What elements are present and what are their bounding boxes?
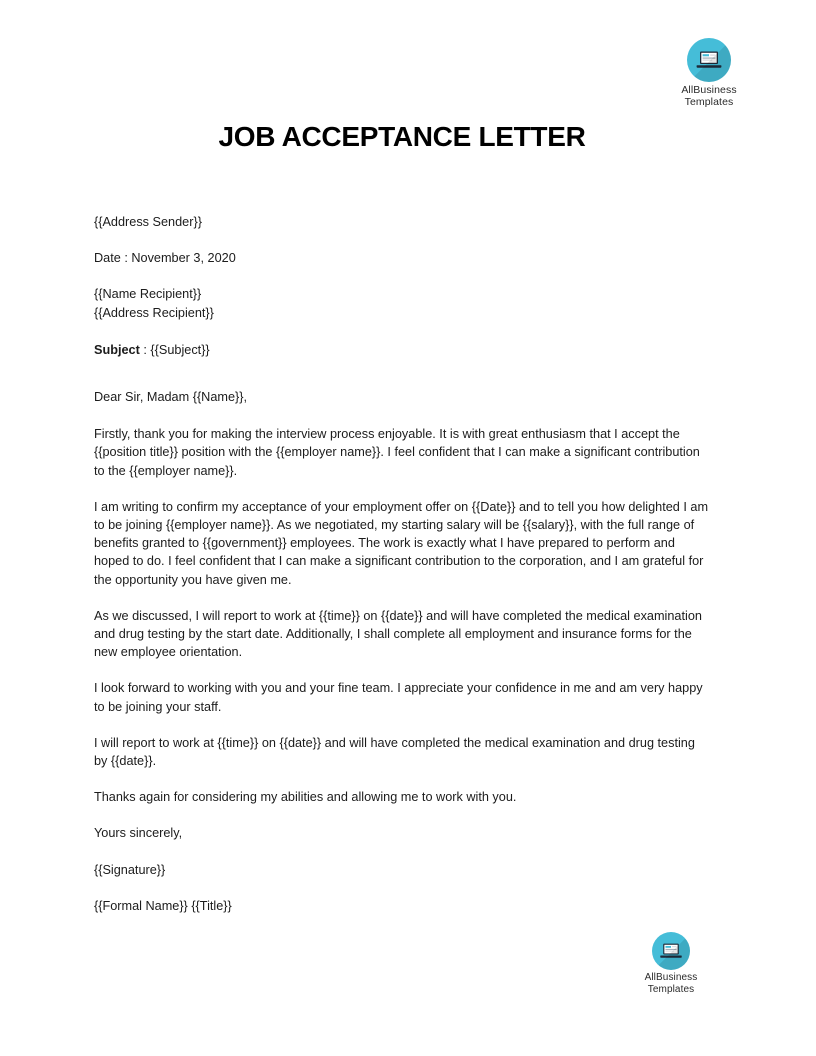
brand-line-1: AllBusiness <box>681 84 737 96</box>
laptop-icon <box>687 38 731 82</box>
salutation: Dear Sir, Madam {{Name}}, <box>94 390 248 405</box>
logo-shadow <box>652 932 690 970</box>
closing: Yours sincerely, <box>94 826 183 841</box>
date-line: Date : November 3, 2020 <box>94 251 236 266</box>
logo-shadow <box>687 38 731 82</box>
laptop-icon <box>652 932 690 970</box>
subject-line <box>94 341 711 359</box>
letter-body <box>94 213 711 915</box>
page-title: JOB ACCEPTANCE LETTER <box>218 121 586 152</box>
brand-line-2: Templates <box>684 96 734 108</box>
subject-value: : {{Subject}} <box>139 342 210 357</box>
paragraph-5: I will report to work at {{time}} on {{date}} and will have completed the medical examination and drug testing by {{date}}. <box>94 735 695 769</box>
address-sender: {{Address Sender}} <box>94 215 202 229</box>
address-recipient: {{Address Recipient}} <box>94 305 214 320</box>
brand-line-1: AllBusiness <box>644 972 698 983</box>
paragraph-2: I am writing to confirm my acceptance of your employment offer on {{Date}} and to tell you how delighted I am to be joining {{employer name}}. As we negotiated, my starting salary will be {{salary}}, with the full range of benefits granted to {{government}} employees. The work is exactly what I have prepared to perform and hoped to do. I feel confident that I can make a significant contribution to the corporation, and I am grateful for the opportunity you have given me. <box>94 499 709 587</box>
subject-label: Subject <box>94 342 140 357</box>
brand-logo-bottom <box>628 932 714 995</box>
signature-placeholder: {{Signature}} <box>94 862 166 877</box>
paragraph-6: Thanks again for considering my abilities and allowing me to work with you. <box>94 790 517 805</box>
brand-name-top <box>666 84 752 108</box>
formal-name: {{Formal Name}} {{Title}} <box>94 898 232 913</box>
paragraph-1: Firstly, thank you for making the interview process enjoyable. It is with great enthusiasm that I accept the {{position title}} position with the {{employer name}}. I feel confident that I can make a significant contribution to the {{employer name}}. <box>94 427 700 478</box>
paragraph-4: I look forward to working with you and your fine team. I appreciate your confidence in me and am very happy to be joining your staff. <box>94 681 703 714</box>
brand-logo-top <box>666 38 752 108</box>
brand-name-bottom <box>628 972 714 995</box>
name-recipient: {{Name Recipient}} <box>94 287 202 302</box>
brand-line-2: Templates <box>647 983 695 995</box>
paragraph-3: As we discussed, I will report to work at {{time}} on {{date}} and will have completed the medical examination and drug testing by the start date. Additionally, I shall complete all employment and insurance forms for the new employee orientation. <box>94 608 702 660</box>
